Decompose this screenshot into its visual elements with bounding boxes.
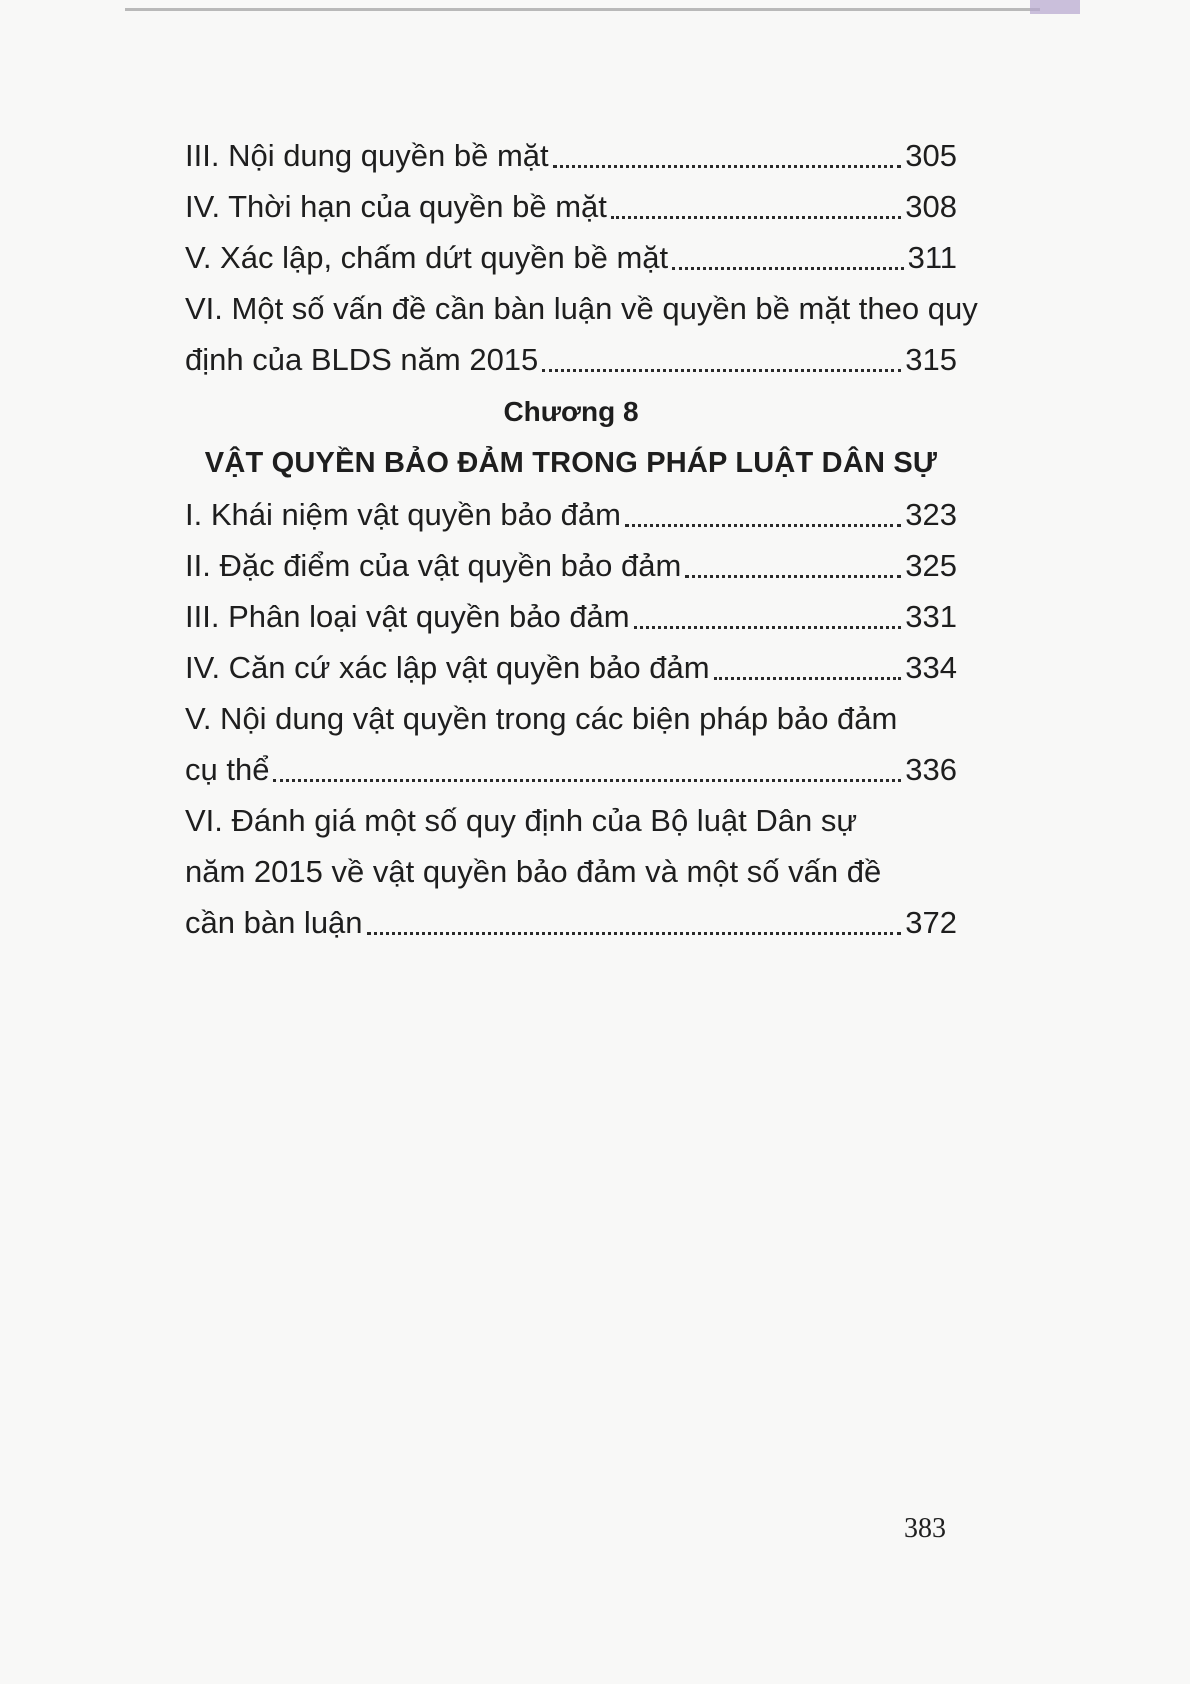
dot-leader [685,574,901,578]
dot-leader [367,931,902,935]
chapter-label: Chương 8 [503,396,639,427]
toc-entry-v-security-content-line-1: V. Nội dung vật quyền trong các biện pháp bảo đảm [185,701,898,736]
toc-entry-text: II. Đặc điểm của vật quyền bảo đảm [185,548,682,583]
toc-entry-text: cụ thể [185,752,270,787]
toc-entry-iv-security-basis [185,642,957,693]
toc-entry-iv-surface-right-duration [185,181,957,232]
dot-leader [672,266,903,270]
toc-entry-v-security-content-line-2 [185,744,957,795]
toc-entry-vi-security-evaluation-line-1: VI. Đánh giá một số quy định của Bộ luật Dân sự [185,803,858,838]
toc-entry-vi-surface-right-line-2 [185,334,957,385]
toc-entry-vi-surface-right-line-1: VI. Một số vấn đề cần bàn luận về quyền bề mặt theo quy [185,291,978,326]
toc-page-number: 311 [907,240,957,275]
toc-page-number: 372 [905,905,957,940]
toc-page-number: 315 [905,342,957,377]
toc-entry-i-security-concept [185,489,957,540]
page-footer-number: 383 [904,1513,946,1544]
toc-entry-v-surface-right-establishment [185,232,957,283]
toc-entry-text: IV. Căn cứ xác lập vật quyền bảo đảm [185,650,710,685]
toc-entry-text: IV. Thời hạn của quyền bề mặt [185,189,607,224]
dot-leader [611,215,901,219]
toc-entry-vi-security-evaluation-line-3 [185,897,957,948]
toc-entry-vi-security-evaluation-line-2: năm 2015 về vật quyền bảo đảm và một số vấn đề [185,854,882,889]
top-edge-mark [1030,0,1080,14]
toc-page-number: 325 [905,548,957,583]
dot-leader [553,164,902,168]
dot-leader [714,676,902,680]
table-of-contents [185,130,978,948]
dot-leader [273,778,901,782]
toc-page-number: 336 [905,752,957,787]
toc-entry-text: V. Xác lập, chấm dứt quyền bề mặt [185,240,669,275]
toc-entry-text: III. Nội dung quyền bề mặt [185,138,549,173]
dot-leader [634,625,902,629]
toc-entry-iii-surface-right-content [185,130,957,181]
toc-entry-text: cần bàn luận [185,905,363,940]
dot-leader [625,523,901,527]
toc-entry-iii-security-classification [185,591,957,642]
dot-leader [542,368,901,372]
toc-page-number: 323 [905,497,957,532]
toc-page-number: 334 [905,650,957,685]
toc-entry-ii-security-features [185,540,957,591]
toc-entry-text: I. Khái niệm vật quyền bảo đảm [185,497,621,532]
toc-page-number: 331 [905,599,957,634]
toc-page-number: 305 [905,138,957,173]
chapter-title: VẬT QUYỀN BẢO ĐẢM TRONG PHÁP LUẬT DÂN SỰ [204,447,938,479]
toc-page-number: 308 [905,189,957,224]
toc-entry-text: định của BLDS năm 2015 [185,342,539,377]
top-edge-rule [125,8,1040,11]
toc-entry-text: III. Phân loại vật quyền bảo đảm [185,599,630,634]
